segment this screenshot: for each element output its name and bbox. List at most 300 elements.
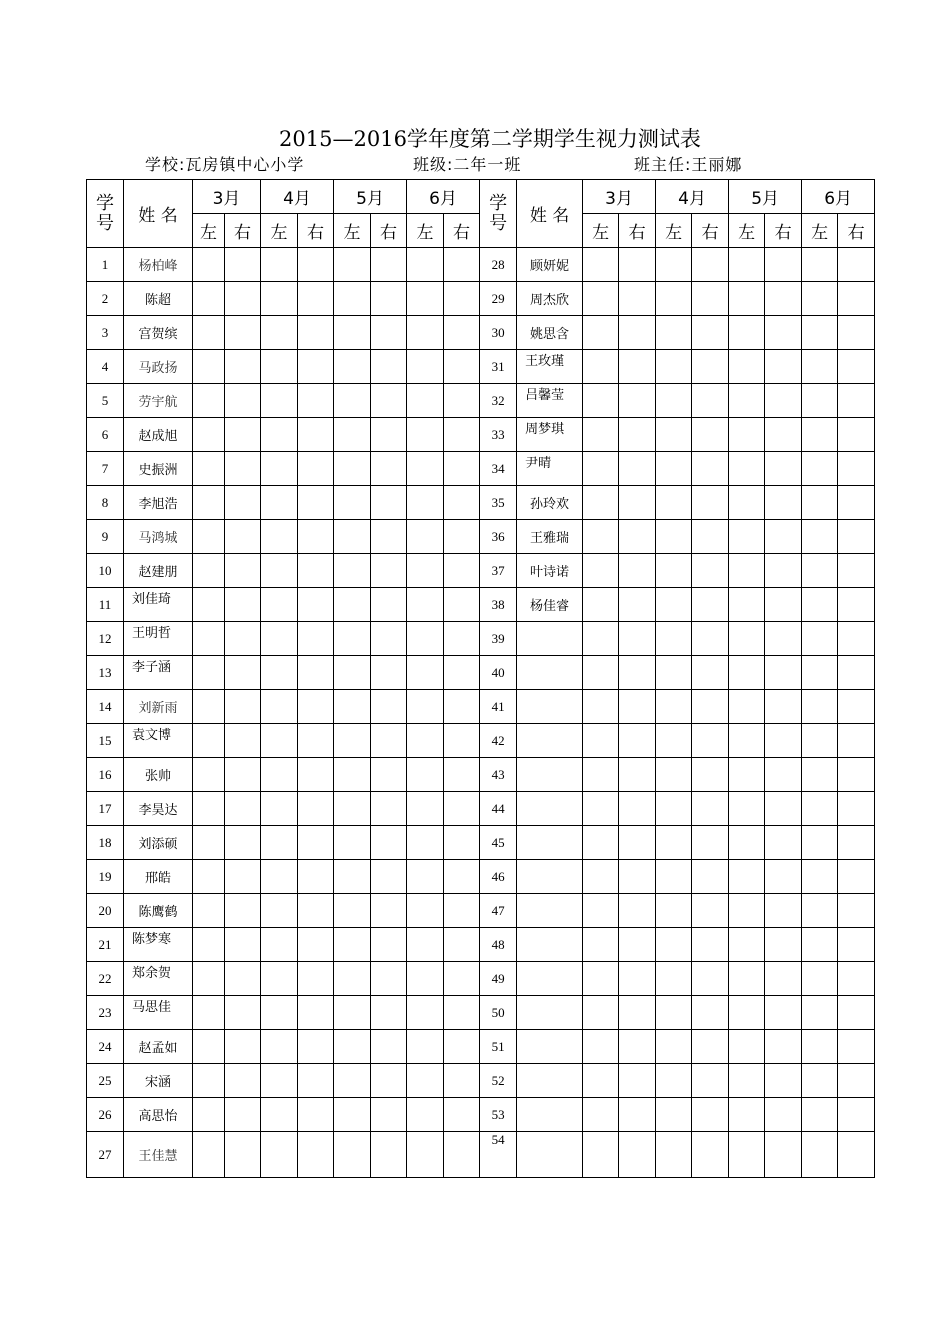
student-name: 赵成旭 xyxy=(124,418,193,452)
vision-cell xyxy=(656,894,692,928)
vision-cell xyxy=(444,1132,480,1178)
vision-cell xyxy=(444,282,480,316)
vision-cell xyxy=(193,928,225,962)
vision-cell xyxy=(802,588,838,622)
vision-cell xyxy=(371,248,407,282)
vision-cell xyxy=(407,554,444,588)
vision-cell xyxy=(193,894,225,928)
vision-cell xyxy=(371,826,407,860)
vision-cell xyxy=(407,656,444,690)
header-left: 左 xyxy=(193,214,225,248)
vision-cell xyxy=(371,894,407,928)
vision-cell xyxy=(765,1132,802,1178)
student-name: 姚思含 xyxy=(517,316,583,350)
vision-cell xyxy=(692,690,729,724)
vision-cell xyxy=(656,316,692,350)
vision-cell xyxy=(765,486,802,520)
student-number: 19 xyxy=(87,860,124,894)
vision-cell xyxy=(729,622,765,656)
vision-cell xyxy=(838,894,875,928)
vision-cell xyxy=(656,656,692,690)
vision-cell xyxy=(225,588,261,622)
student-name: 马思佳 xyxy=(124,996,193,1030)
vision-cell xyxy=(692,588,729,622)
vision-cell xyxy=(765,1064,802,1098)
vision-cell xyxy=(619,962,656,996)
vision-cell xyxy=(692,1064,729,1098)
student-name xyxy=(517,962,583,996)
table-row xyxy=(87,486,875,520)
vision-cell xyxy=(334,724,371,758)
vision-cell xyxy=(261,1132,298,1178)
vision-cell xyxy=(656,996,692,1030)
vision-cell xyxy=(802,962,838,996)
vision-cell xyxy=(261,622,298,656)
vision-cell xyxy=(765,282,802,316)
vision-cell xyxy=(407,690,444,724)
vision-cell xyxy=(729,554,765,588)
vision-cell xyxy=(225,554,261,588)
vision-cell xyxy=(444,486,480,520)
vision-cell xyxy=(692,758,729,792)
vision-cell xyxy=(193,826,225,860)
vision-cell xyxy=(444,248,480,282)
vision-cell xyxy=(619,248,656,282)
vision-cell xyxy=(261,452,298,486)
vision-cell xyxy=(765,588,802,622)
vision-cell xyxy=(371,1098,407,1132)
vision-cell xyxy=(729,282,765,316)
vision-cell xyxy=(444,452,480,486)
vision-cell xyxy=(193,724,225,758)
header-left: 左 xyxy=(583,214,619,248)
student-number: 25 xyxy=(87,1064,124,1098)
student-name xyxy=(517,1064,583,1098)
vision-cell xyxy=(407,1132,444,1178)
vision-cell xyxy=(334,248,371,282)
vision-cell xyxy=(225,248,261,282)
vision-cell xyxy=(298,928,334,962)
vision-cell xyxy=(838,248,875,282)
student-name: 袁文博 xyxy=(124,724,193,758)
vision-cell xyxy=(765,758,802,792)
vision-cell xyxy=(729,1098,765,1132)
vision-cell xyxy=(225,452,261,486)
table-row xyxy=(87,282,875,316)
vision-cell xyxy=(225,860,261,894)
vision-cell xyxy=(583,758,619,792)
vision-cell xyxy=(444,826,480,860)
vision-cell xyxy=(193,316,225,350)
vision-cell xyxy=(729,588,765,622)
vision-cell xyxy=(802,826,838,860)
vision-cell xyxy=(225,282,261,316)
student-number: 6 xyxy=(87,418,124,452)
header-number-left xyxy=(87,180,124,248)
vision-cell xyxy=(261,520,298,554)
vision-cell xyxy=(225,758,261,792)
vision-cell xyxy=(838,282,875,316)
vision-cell xyxy=(802,282,838,316)
student-number: 28 xyxy=(480,248,517,282)
vision-cell xyxy=(407,350,444,384)
table-body xyxy=(87,248,875,1178)
vision-cell xyxy=(371,792,407,826)
student-number: 49 xyxy=(480,962,517,996)
vision-cell xyxy=(692,384,729,418)
student-name: 陈梦寒 xyxy=(124,928,193,962)
header-month: 3月 xyxy=(583,180,656,214)
vision-cell xyxy=(407,996,444,1030)
header-right: 右 xyxy=(838,214,875,248)
student-number: 34 xyxy=(480,452,517,486)
vision-cell xyxy=(371,588,407,622)
vision-cell xyxy=(729,520,765,554)
student-name: 李子涵 xyxy=(124,656,193,690)
vision-cell xyxy=(765,826,802,860)
vision-cell xyxy=(371,1030,407,1064)
vision-cell xyxy=(692,1030,729,1064)
vision-cell xyxy=(692,282,729,316)
vision-cell xyxy=(371,554,407,588)
student-name: 史振洲 xyxy=(124,452,193,486)
vision-cell xyxy=(371,656,407,690)
vision-cell xyxy=(225,316,261,350)
student-name: 宋涵 xyxy=(124,1064,193,1098)
vision-cell xyxy=(225,656,261,690)
vision-cell xyxy=(619,724,656,758)
vision-cell xyxy=(371,996,407,1030)
vision-cell xyxy=(407,724,444,758)
vision-cell xyxy=(444,690,480,724)
vision-cell xyxy=(444,894,480,928)
vision-cell xyxy=(765,622,802,656)
vision-cell xyxy=(225,1132,261,1178)
vision-cell xyxy=(225,486,261,520)
vision-cell xyxy=(298,554,334,588)
student-name: 陈超 xyxy=(124,282,193,316)
vision-cell xyxy=(371,520,407,554)
vision-cell xyxy=(261,248,298,282)
student-name xyxy=(517,1030,583,1064)
vision-cell xyxy=(838,758,875,792)
vision-cell xyxy=(193,588,225,622)
vision-cell xyxy=(334,316,371,350)
vision-cell xyxy=(838,826,875,860)
vision-cell xyxy=(619,316,656,350)
vision-cell xyxy=(619,452,656,486)
header-number-text: 学号 xyxy=(96,192,114,234)
vision-cell xyxy=(802,996,838,1030)
vision-cell xyxy=(619,350,656,384)
table-row xyxy=(87,384,875,418)
student-number: 50 xyxy=(480,996,517,1030)
vision-cell xyxy=(802,316,838,350)
vision-cell xyxy=(407,418,444,452)
vision-cell xyxy=(225,792,261,826)
vision-cell xyxy=(407,1030,444,1064)
vision-cell xyxy=(193,1064,225,1098)
student-number: 52 xyxy=(480,1064,517,1098)
vision-cell xyxy=(729,962,765,996)
table-row xyxy=(87,724,875,758)
header-right: 右 xyxy=(692,214,729,248)
vision-cell xyxy=(656,350,692,384)
student-name xyxy=(517,996,583,1030)
student-number: 46 xyxy=(480,860,517,894)
vision-cell xyxy=(583,588,619,622)
vision-cell xyxy=(334,758,371,792)
vision-cell xyxy=(729,486,765,520)
vision-cell xyxy=(802,656,838,690)
vision-cell xyxy=(729,1132,765,1178)
vision-cell xyxy=(583,792,619,826)
vision-cell xyxy=(838,962,875,996)
header-month: 4月 xyxy=(261,180,334,214)
vision-cell xyxy=(334,860,371,894)
student-number: 32 xyxy=(480,384,517,418)
vision-cell xyxy=(298,452,334,486)
student-number: 53 xyxy=(480,1098,517,1132)
vision-cell xyxy=(193,248,225,282)
vision-cell xyxy=(692,418,729,452)
table-row xyxy=(87,690,875,724)
student-name: 吕馨莹 xyxy=(517,384,583,418)
vision-cell xyxy=(444,1098,480,1132)
vision-cell xyxy=(261,894,298,928)
vision-cell xyxy=(619,486,656,520)
vision-cell xyxy=(334,350,371,384)
vision-cell xyxy=(298,316,334,350)
vision-cell xyxy=(619,860,656,894)
vision-cell xyxy=(656,792,692,826)
vision-cell xyxy=(619,384,656,418)
vision-cell xyxy=(692,350,729,384)
vision-cell xyxy=(729,350,765,384)
student-name: 王佳慧 xyxy=(124,1132,193,1178)
vision-cell xyxy=(444,588,480,622)
student-number: 45 xyxy=(480,826,517,860)
vision-cell xyxy=(619,1098,656,1132)
vision-cell xyxy=(692,826,729,860)
student-name xyxy=(517,860,583,894)
student-name: 周杰欣 xyxy=(517,282,583,316)
student-name: 邢皓 xyxy=(124,860,193,894)
student-number: 3 xyxy=(87,316,124,350)
vision-cell xyxy=(407,928,444,962)
vision-cell xyxy=(334,282,371,316)
vision-cell xyxy=(729,996,765,1030)
vision-cell xyxy=(225,622,261,656)
student-name xyxy=(517,1132,583,1178)
header-left: 左 xyxy=(656,214,692,248)
vision-cell xyxy=(261,690,298,724)
vision-cell xyxy=(619,520,656,554)
table-row xyxy=(87,452,875,486)
vision-cell xyxy=(765,860,802,894)
vision-cell xyxy=(583,350,619,384)
student-number: 39 xyxy=(480,622,517,656)
table-row xyxy=(87,1098,875,1132)
vision-cell xyxy=(444,860,480,894)
header-left: 左 xyxy=(334,214,371,248)
header-right: 右 xyxy=(444,214,480,248)
vision-cell xyxy=(619,1132,656,1178)
vision-cell xyxy=(371,282,407,316)
table-row xyxy=(87,1132,875,1178)
vision-cell xyxy=(802,690,838,724)
vision-cell xyxy=(765,1098,802,1132)
vision-cell xyxy=(583,962,619,996)
vision-cell xyxy=(371,724,407,758)
vision-cell xyxy=(765,350,802,384)
vision-cell xyxy=(656,1030,692,1064)
header-month: 3月 xyxy=(193,180,261,214)
student-number: 48 xyxy=(480,928,517,962)
student-number: 40 xyxy=(480,656,517,690)
vision-cell xyxy=(334,996,371,1030)
vision-cell xyxy=(298,894,334,928)
vision-cell xyxy=(656,282,692,316)
vision-cell xyxy=(298,1030,334,1064)
vision-cell xyxy=(334,928,371,962)
vision-cell xyxy=(225,350,261,384)
student-name: 杨柏峰 xyxy=(124,248,193,282)
vision-cell xyxy=(371,928,407,962)
vision-cell xyxy=(583,1132,619,1178)
vision-cell xyxy=(261,418,298,452)
vision-cell xyxy=(656,452,692,486)
vision-cell xyxy=(838,792,875,826)
vision-cell xyxy=(619,1064,656,1098)
vision-cell xyxy=(619,792,656,826)
vision-cell xyxy=(802,1098,838,1132)
vision-cell xyxy=(656,554,692,588)
table-row xyxy=(87,554,875,588)
student-number: 8 xyxy=(87,486,124,520)
vision-cell xyxy=(298,418,334,452)
student-name: 王玫瑾 xyxy=(517,350,583,384)
header-name-left: 姓 名 xyxy=(124,180,193,248)
student-number: 23 xyxy=(87,996,124,1030)
vision-cell xyxy=(656,724,692,758)
vision-cell xyxy=(261,554,298,588)
vision-cell xyxy=(444,1064,480,1098)
vision-cell xyxy=(765,962,802,996)
header-month: 6月 xyxy=(802,180,875,214)
vision-cell xyxy=(583,520,619,554)
vision-cell xyxy=(583,690,619,724)
vision-cell xyxy=(298,248,334,282)
vision-cell xyxy=(583,282,619,316)
table-row xyxy=(87,1030,875,1064)
vision-cell xyxy=(802,724,838,758)
vision-cell xyxy=(692,792,729,826)
vision-cell xyxy=(765,656,802,690)
student-name: 马鸿城 xyxy=(124,520,193,554)
vision-cell xyxy=(838,690,875,724)
vision-cell xyxy=(729,690,765,724)
vision-cell xyxy=(619,622,656,656)
header-right: 右 xyxy=(225,214,261,248)
student-number: 33 xyxy=(480,418,517,452)
teacher-label: 班主任:王丽娜 xyxy=(634,155,743,174)
vision-cell xyxy=(371,1132,407,1178)
vision-cell xyxy=(838,1098,875,1132)
vision-cell xyxy=(193,350,225,384)
vision-cell xyxy=(298,1098,334,1132)
vision-cell xyxy=(193,622,225,656)
vision-cell xyxy=(444,622,480,656)
vision-cell xyxy=(334,826,371,860)
vision-cell xyxy=(261,316,298,350)
page-title: 2015—2016学年度第二学期学生视力测试表 xyxy=(279,127,701,151)
student-number: 41 xyxy=(480,690,517,724)
table-row xyxy=(87,996,875,1030)
student-number: 17 xyxy=(87,792,124,826)
student-number: 43 xyxy=(480,758,517,792)
student-number: 10 xyxy=(87,554,124,588)
vision-cell xyxy=(261,350,298,384)
student-number: 44 xyxy=(480,792,517,826)
vision-cell xyxy=(583,316,619,350)
vision-cell xyxy=(729,860,765,894)
vision-cell xyxy=(619,758,656,792)
vision-cell xyxy=(261,1030,298,1064)
vision-cell xyxy=(407,520,444,554)
vision-cell xyxy=(193,1098,225,1132)
vision-cell xyxy=(619,826,656,860)
vision-cell xyxy=(407,452,444,486)
table-row xyxy=(87,894,875,928)
student-number: 18 xyxy=(87,826,124,860)
header-month: 5月 xyxy=(729,180,802,214)
vision-cell xyxy=(225,384,261,418)
vision-cell xyxy=(193,452,225,486)
vision-cell xyxy=(619,418,656,452)
vision-cell xyxy=(656,962,692,996)
vision-cell xyxy=(765,996,802,1030)
vision-cell xyxy=(444,962,480,996)
student-number: 31 xyxy=(480,350,517,384)
vision-cell xyxy=(334,690,371,724)
vision-cell xyxy=(802,452,838,486)
vision-cell xyxy=(371,418,407,452)
vision-cell xyxy=(729,792,765,826)
vision-cell xyxy=(298,690,334,724)
student-name: 宫贺缤 xyxy=(124,316,193,350)
vision-cell xyxy=(225,1030,261,1064)
student-number: 1 xyxy=(87,248,124,282)
vision-cell xyxy=(583,1030,619,1064)
vision-cell xyxy=(298,350,334,384)
vision-cell xyxy=(298,860,334,894)
vision-cell xyxy=(261,792,298,826)
vision-cell xyxy=(838,996,875,1030)
student-number: 5 xyxy=(87,384,124,418)
vision-cell xyxy=(298,792,334,826)
vision-cell xyxy=(193,1132,225,1178)
vision-cell xyxy=(583,1098,619,1132)
vision-cell xyxy=(583,656,619,690)
vision-cell xyxy=(193,486,225,520)
student-number: 7 xyxy=(87,452,124,486)
student-number: 37 xyxy=(480,554,517,588)
vision-cell xyxy=(583,384,619,418)
vision-cell xyxy=(692,622,729,656)
vision-cell xyxy=(729,1064,765,1098)
vision-cell xyxy=(656,622,692,656)
